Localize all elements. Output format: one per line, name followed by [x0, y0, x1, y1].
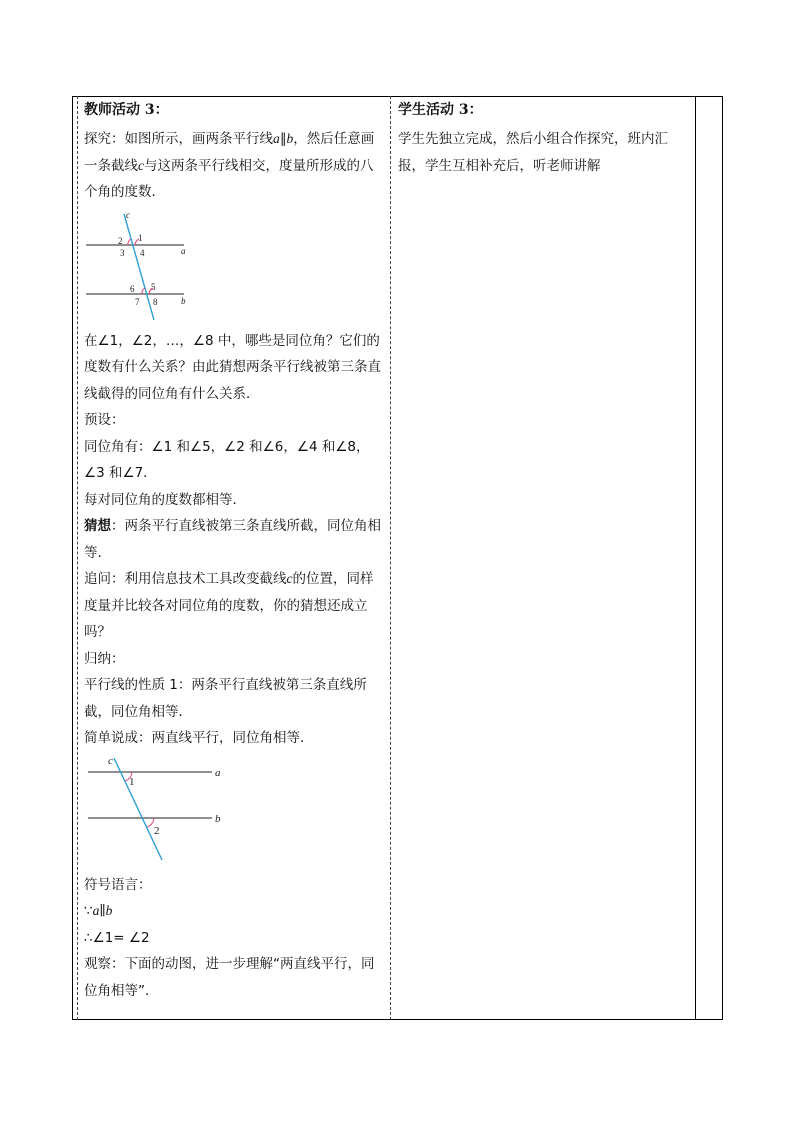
explore-prefix: 探究：如图所示，画两条平行线 [84, 131, 273, 147]
observe-paragraph: 观察：下面的动图，进一步理解“两直线平行，同位角相等”． [84, 956, 375, 999]
label-b: b [181, 295, 186, 306]
var-c: c [138, 157, 144, 173]
property-paragraph: 平行线的性质 1：两条平行直线被第三条直线所截，同位角相等． [84, 677, 367, 720]
angle-arc-2 [128, 239, 131, 245]
conjecture-text: ：两条平行直线被第三条直线所截，同位角相等． [84, 518, 381, 561]
student-text: 学生先独立完成，然后小组合作探究，班内汇报，学生互相补充后，听老师讲解 [398, 131, 668, 174]
because-var-a: a [92, 903, 100, 918]
transversal-c [114, 758, 162, 860]
angle-label-3: 3 [120, 247, 125, 258]
followup-paragraph [84, 566, 386, 646]
table-inner-left-border [77, 96, 78, 1020]
simple-statement: 简单说成：两直线平行，同位角相等． [84, 730, 314, 746]
label-b: b [215, 812, 221, 825]
question-paragraph: 在∠1，∠2，…，∠8 中，哪些是同位角？它们的度数有什么关系？由此猜想两条平行线被第三条直线截得的同位角有什么关系． [84, 332, 381, 402]
symbol-label: 符号语言： [84, 876, 152, 893]
conjecture-paragraph [84, 513, 386, 566]
conjecture-label: 猜想 [84, 518, 111, 534]
because-var-b: b [105, 903, 113, 918]
student-heading: 学生活动 3： [398, 102, 483, 118]
var-b: b [286, 131, 294, 146]
explore-paragraph [84, 126, 386, 206]
parallel-symbol: ∥ [279, 131, 287, 147]
because-line [84, 898, 386, 925]
table-top-border [72, 96, 723, 97]
figure-eight-angles [84, 212, 204, 324]
explore-mid: ，然后任意画一条截线 [84, 131, 375, 174]
column-divider [390, 96, 391, 1020]
equal-note: 每对同位角的度数都相等． [84, 491, 246, 508]
label-a: a [215, 766, 221, 779]
student-column [398, 100, 688, 179]
induction-label: 归纳： [84, 650, 125, 667]
because-symbol: ∵ [84, 903, 93, 919]
notes-column-divider [695, 96, 696, 1020]
table-left-border [72, 96, 73, 1020]
followup-var-c: c [286, 571, 293, 586]
angle-arc-2 [147, 818, 154, 827]
preset-label: 预设： [84, 412, 125, 428]
followup-prefix: 追问：利用信息技术工具改变截线 [84, 571, 287, 587]
label-c: c [126, 211, 130, 220]
table-bottom-border [72, 1019, 723, 1020]
angle-label-4: 4 [140, 247, 145, 258]
explore-suffix: 与这两条平行线相交，度量所形成的八个角的度数． [84, 157, 374, 200]
angle-label-1: 1 [138, 232, 143, 243]
label-c: c [108, 755, 113, 767]
lesson-table [72, 96, 723, 1020]
var-a: a [273, 131, 280, 146]
figure-corresponding-angles [84, 756, 234, 866]
angle-label-7: 7 [135, 296, 140, 307]
because-parallel: ∥ [99, 903, 106, 918]
angle-label-6: 6 [130, 283, 135, 294]
corresponding-angles: 同位角有：∠1 和∠5，∠2 和∠6，∠4 和∠8，∠3 和∠7． [84, 438, 370, 481]
angle-label-2: 2 [154, 824, 160, 837]
teacher-column [84, 100, 386, 1004]
angle-label-1: 1 [129, 775, 135, 788]
therefore-line: ∴∠1= ∠2 [84, 929, 150, 946]
followup-suffix: 的位置，同样度量并比较各对同位角的度数，你的猜想还成立吗？ [84, 571, 374, 640]
angle-label-2: 2 [118, 235, 123, 246]
angle-label-8: 8 [153, 296, 158, 307]
label-a: a [181, 245, 186, 256]
table-right-border [722, 96, 723, 1020]
teacher-heading: 教师活动 3： [84, 102, 169, 118]
angle-label-5: 5 [151, 281, 156, 292]
